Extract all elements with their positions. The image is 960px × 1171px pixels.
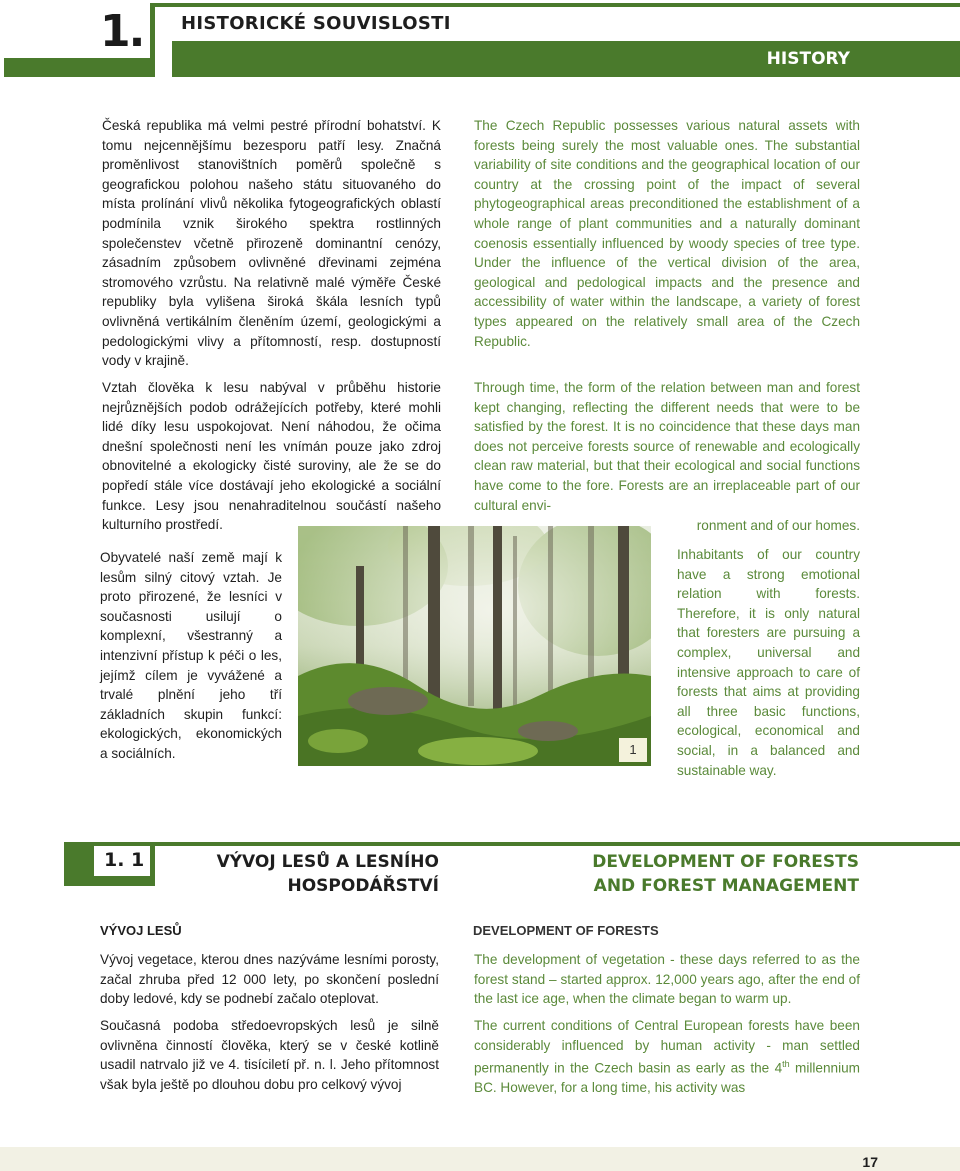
intro-en-paragraph-2: Through time, the form of the relation between man and forest kept changing, reflecting the different needs that were to be satisfied by the forest. It is no coincidence that these days man does not perceive forests source of renewable and ecologically clean raw material, but that their ecological and social functions have come to the fore. Forests are an irreplaceable part of our cultural envi- xyxy=(474,380,860,513)
section-en-paragraph-2-part-a: The current conditions of Central European forests have been considerably influenced by human activity - man settled permanently in the Czech basin as early as the 4 xyxy=(474,1018,860,1076)
photo-number-label: 1 xyxy=(619,738,647,762)
intro-cz-paragraph-1: Česká republika má velmi pestré přírodní bohatství. K tomu nejcennějšímu bezesporu patří lesy. Značná proměnlivost stanovištních poměrů společně s geografickou polohou našeho státu situovaného do místa prolínání vlivů několika fytogeografických oblastí podmínila vznik širokého spektra rostlinných společenstev včetně přirozeně dominantní cenózy, zásadním způsobem ovlivněné dřevinami zejména stromového vzrůstu. Na relativně malé výměře České republiky byla vylišena široká škála lesních typů ovlivněná vertikálním členěním území, geologickými a pedologickými vlivy a přítomností, resp. dostupností vody v krajině. xyxy=(102,118,441,369)
section-title-cz xyxy=(217,850,439,898)
section-cz-paragraph-2: Současná podoba středoevropských lesů je silně ovlivněna činností člověka, který se v české kotlině usadil natrvalo již ve 4. tisíciletí př. n. l. Jeho přítomnost však byla ještě po dlouhou dobu pro celkový vývoj xyxy=(100,1018,439,1092)
section-en-paragraph-2-part-b: millennium BC. However, for a long time, his activity was xyxy=(474,1060,860,1096)
subheading-en: DEVELOPMENT OF FORESTS xyxy=(473,923,659,938)
intro-en-paragraph-1: The Czech Republic possesses various natural assets with forests being surely the most valuable ones. The substantial variability of site conditions and the geographical location of our country at the crossing point of the impact of several phytogeographical areas preconditioned the establishment of a whole range of plant communities and a naturally dominant coenosis essentially influenced by woody species of tree type. Under the influence of the vertical division of the area, geological and pedological impacts and the presence and accessibility of water within the landscape, a variety of forest types appeared on the relatively small area of the Czech Republic. xyxy=(474,118,860,349)
intro-en-paragraph-2-end: ronment and of our homes. xyxy=(696,518,860,533)
section-en-paragraph-2 xyxy=(474,1016,860,1098)
intro-cz-paragraph-2: Vztah člověka k lesu nabýval v průběhu historie nejrůznějších podob odrážejících potřeby, které mohli lidé díky lesu uspokojovat. Není náhodou, že očima dnešní společnosti není les vnímán pouze jako zdroj obnovitelné a ekologicky čisté suroviny, ale že se do popředí stále více dostávají jeho ekologické a sociální funkce. Lesy jsou nenahraditelnou součástí našeho kulturního prostředí. xyxy=(102,380,441,533)
intro-cz-paragraph-3: Obyvatelé naší země mají k lesům silný citový vztah. Je proto přirozené, že lesníci v současnosti usilují o komplexní, všestranný a intenzivní přístup k péči o les, jejímž cílem je vyvážené a trvalé plnění jeho tří základních skupin funkcí: ekologických, ekonomických a sociálních. xyxy=(100,550,282,761)
section-title-en-line-1: DEVELOPMENT OF FORESTS xyxy=(592,852,859,872)
section-title-en xyxy=(592,850,859,898)
section-number: 1. 1 xyxy=(104,849,145,871)
section-title-cz-line-1: VÝVOJ LESŮ A LESNÍHO xyxy=(216,852,439,872)
section-title-cz-line-2: HOSPODÁŘSTVÍ xyxy=(287,876,439,896)
intro-en-paragraph-3: Inhabitants of our country have a strong emotional relation with forests. Therefore, it is only natural that foresters are pursuing a complex, universal and intensive approach to care of forests that aims at providing all three basic functions, ecological, economical and social, in a balanced and sustainable way. xyxy=(677,547,860,778)
section-rule xyxy=(64,842,960,846)
section-cz-paragraph-1: Vývoj vegetace, kterou dnes nazýváme lesními porosty, začal zhruba před 12 000 lety, po skončení poslední doby ledové, kdy se podnebí začalo oteplovat. xyxy=(100,952,439,1007)
section-en-paragraph-1: The development of vegetation - these days referred to as the forest stand – started approx. 12,000 years ago, after the end of the last ice age, when the climate began to warm up. xyxy=(474,952,860,1007)
forest-photo xyxy=(298,526,651,766)
section-title-en-line-2: AND FOREST MANAGEMENT xyxy=(593,876,859,896)
superscript-th: th xyxy=(782,1059,790,1070)
chapter-title-en: HISTORY xyxy=(766,49,850,69)
chapter-number: 1. xyxy=(100,6,144,57)
header-top-rule xyxy=(150,3,960,7)
chapter-title-cz: HISTORICKÉ SOUVISLOSTI xyxy=(181,13,451,34)
subheading-cz: VÝVOJ LESŮ xyxy=(100,923,182,938)
section-divider xyxy=(150,842,155,886)
page-number: 17 xyxy=(862,1154,878,1170)
header-notch xyxy=(155,7,172,77)
footer-band xyxy=(0,1147,960,1171)
header-left-bar xyxy=(4,58,150,77)
